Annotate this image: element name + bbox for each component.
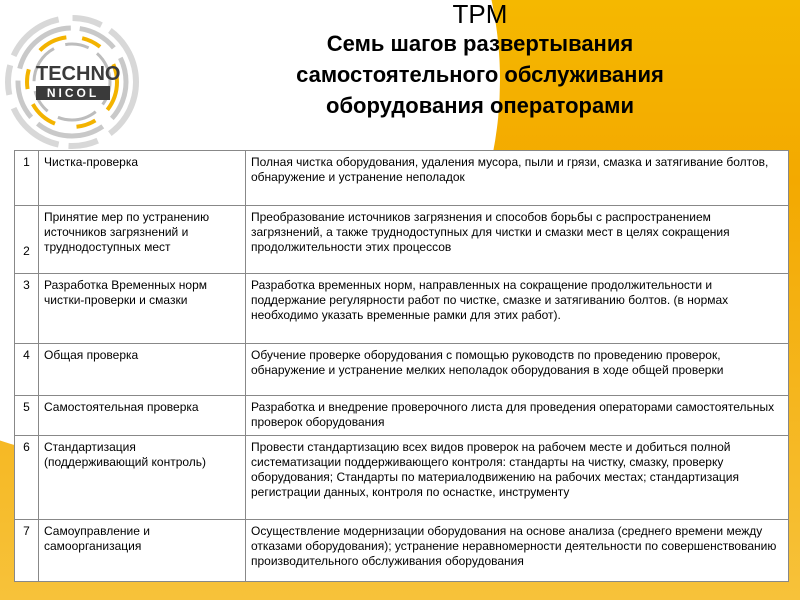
page-subtitle-line-2: самостоятельного обслуживания: [296, 62, 664, 87]
title-block: [240, 0, 720, 121]
logo-line-techno: TECHNO: [36, 63, 121, 85]
step-number: 3: [15, 274, 39, 344]
table-row: [15, 344, 789, 396]
page-subtitle-line-3: оборудования операторами: [326, 93, 634, 118]
step-number: 4: [15, 344, 39, 396]
technonicol-logo: [36, 63, 121, 100]
page-title: TPM: [452, 0, 508, 29]
step-name: Общая проверка: [39, 344, 246, 396]
table-row: [15, 436, 789, 520]
step-name: Чистка-проверка: [39, 151, 246, 206]
step-description: Провести стандартизацию всех видов проверок на рабочем месте и добиться полной систематизации поддерживающего контроля: стандарты на чистку, смазку, проверку оборудования; Стандарты по материалодвижению на рабочих местах; стандартизация регистрации данных, контроля по оснастке, инструменту: [246, 436, 789, 520]
step-description: Осуществление модернизации оборудования на основе анализа (среднего времени между отказами оборудования); устранение неравномерности деятельности по совершенствованию производительного обслуживания оборудования: [246, 520, 789, 582]
step-number: [15, 206, 39, 274]
steps-table: [14, 150, 789, 582]
table-row: [15, 520, 789, 582]
step-description: Преобразование источников загрязнения и способов борьбы с распространением загрязнений, а также труднодоступных для чистки и смазки мест в целях сокращения продолжительности этих процессов: [246, 206, 789, 274]
step-description: Разработка временных норм, направленных на сокращение продолжительности и поддержание регулярности работ по чистке, смазке и затягиванию болтов. (в нормах необходимо указать временные рамки для этих работ).: [246, 274, 789, 344]
step-description: Обучение проверке оборудования с помощью руководств по проведению проверок, обнаружение и устранение мелких неполадок оборудования в ходе общей проверки: [246, 344, 789, 396]
step-description: Разработка и внедрение проверочного листа для проведения операторами самостоятельных проверок оборудования: [246, 396, 789, 436]
step-name: Стандартизация (поддерживающий контроль): [39, 436, 246, 520]
logo-line-nicol: NICOL: [36, 86, 110, 100]
table-row: [15, 396, 789, 436]
step-name: Самоуправление и самоорганизация: [39, 520, 246, 582]
table-row: [15, 151, 789, 206]
page-subtitle-line-1: Семь шагов развертывания: [326, 31, 634, 56]
table-row: [15, 274, 789, 344]
table-row: [15, 206, 789, 274]
step-name: Самостоятельная проверка: [39, 396, 246, 436]
step-name: Принятие мер по устранению источников загрязнений и труднодоступных мест: [39, 206, 246, 274]
step-number: 6: [15, 436, 39, 520]
step-number: 1: [15, 151, 39, 206]
step-description: Полная чистка оборудования, удаления мусора, пыли и грязи, смазка и затягивание болтов, обнаружение и устранение неполадок: [246, 151, 789, 206]
step-number: 5: [15, 396, 39, 436]
step-name: Разработка Временных норм чистки-проверки и смазки: [39, 274, 246, 344]
step-number-text: 2: [23, 244, 30, 258]
steps-table-wrapper: [14, 150, 788, 582]
step-number: 7: [15, 520, 39, 582]
